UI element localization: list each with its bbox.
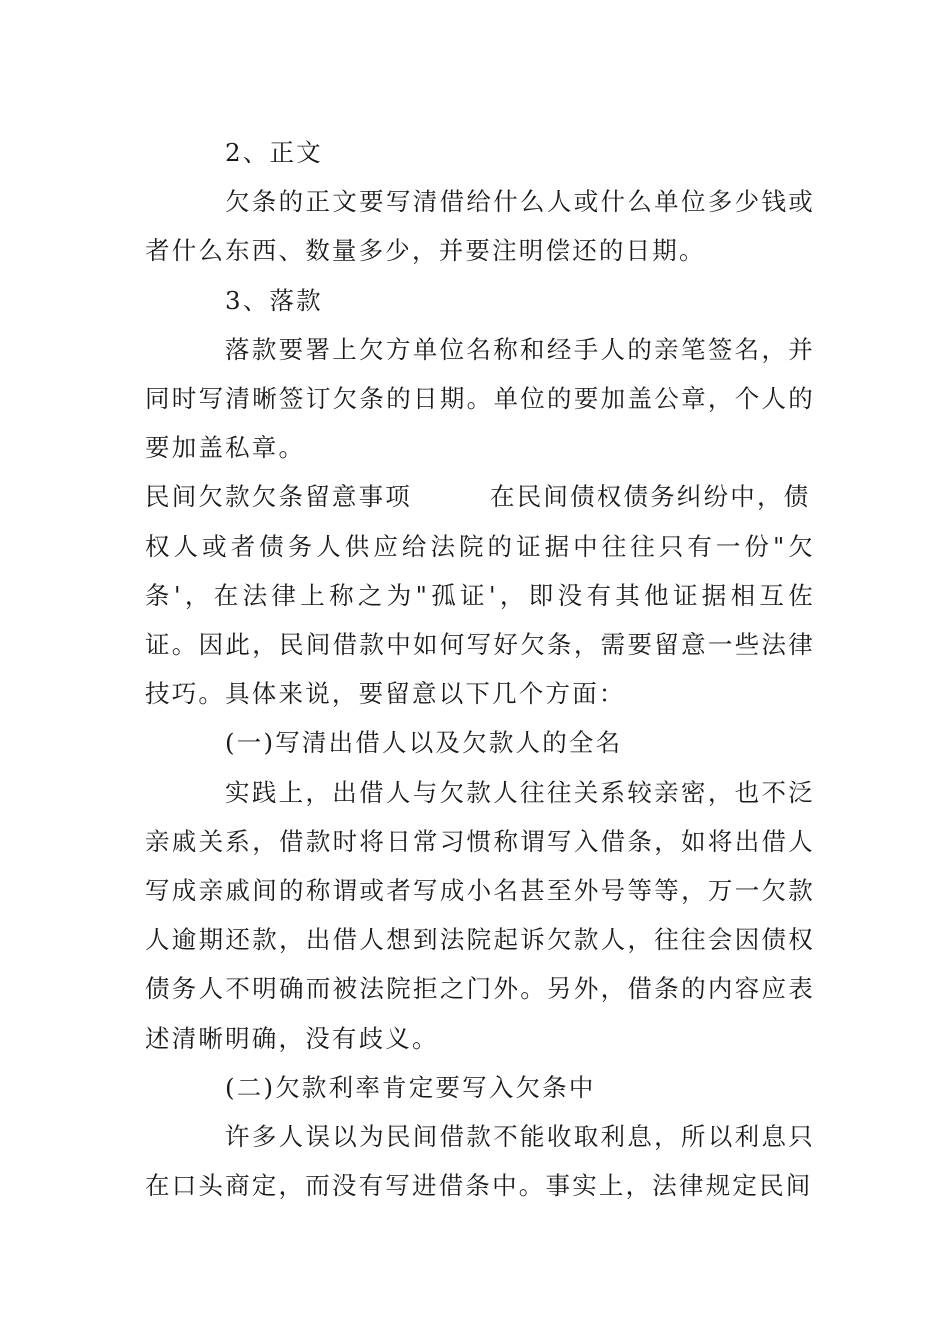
document-body: [145, 128, 815, 1210]
notice-intro-body: 权人或者债务人供应给法院的证据中往往只有一份"欠条'，在法律上称之为"孤证'，即没有其他证据相互佐证。因此，民间借款中如何写好欠条，需要留意一些法律技巧。具体来说，要留意以下几个方面：: [145, 531, 815, 709]
item-1-title: (一)写清出借人以及欠款人的全名: [225, 728, 623, 758]
section-3-title: 3、落款: [225, 285, 323, 315]
item-1-body: 实践上，出借人与欠款人往往关系较亲密，也不泛亲戚关系，借款时将日常习惯称谓写入借条，如将出借人写成亲戚间的称谓或者写成小名甚至外号等等，万一欠款人逾期还款，出借人想到法院起诉欠款人，往往会因债权债务人不明确而被法院拒之门外。另外，借条的内容应表述清晰明确，没有歧义。: [145, 777, 815, 1053]
item-2-body: 许多人误以为民间借款不能收取利息，所以利息只在口头商定，而没有写进借条中。事实上，法律规定民间: [145, 1122, 815, 1201]
item-2-title: (二)欠款利率肯定要写入欠条中: [225, 1072, 596, 1102]
notice-intro-first-line: 在民间债权债务纠纷中，债: [490, 482, 811, 512]
notice-heading-row: [145, 472, 815, 521]
section-2-title: 2、正文: [225, 138, 323, 167]
section-2-body: 欠条的正文要写清借给什么人或什么单位多少钱或者什么东西、数量多少，并要注明偿还的日期。: [145, 187, 815, 266]
section-3-body: 落款要署上欠方单位名称和经手人的亲笔签名，并同时写清晰签订欠条的日期。单位的要加盖公章，个人的要加盖私章。: [145, 334, 815, 463]
notice-heading: 民间欠款欠条留意事项: [145, 482, 412, 512]
